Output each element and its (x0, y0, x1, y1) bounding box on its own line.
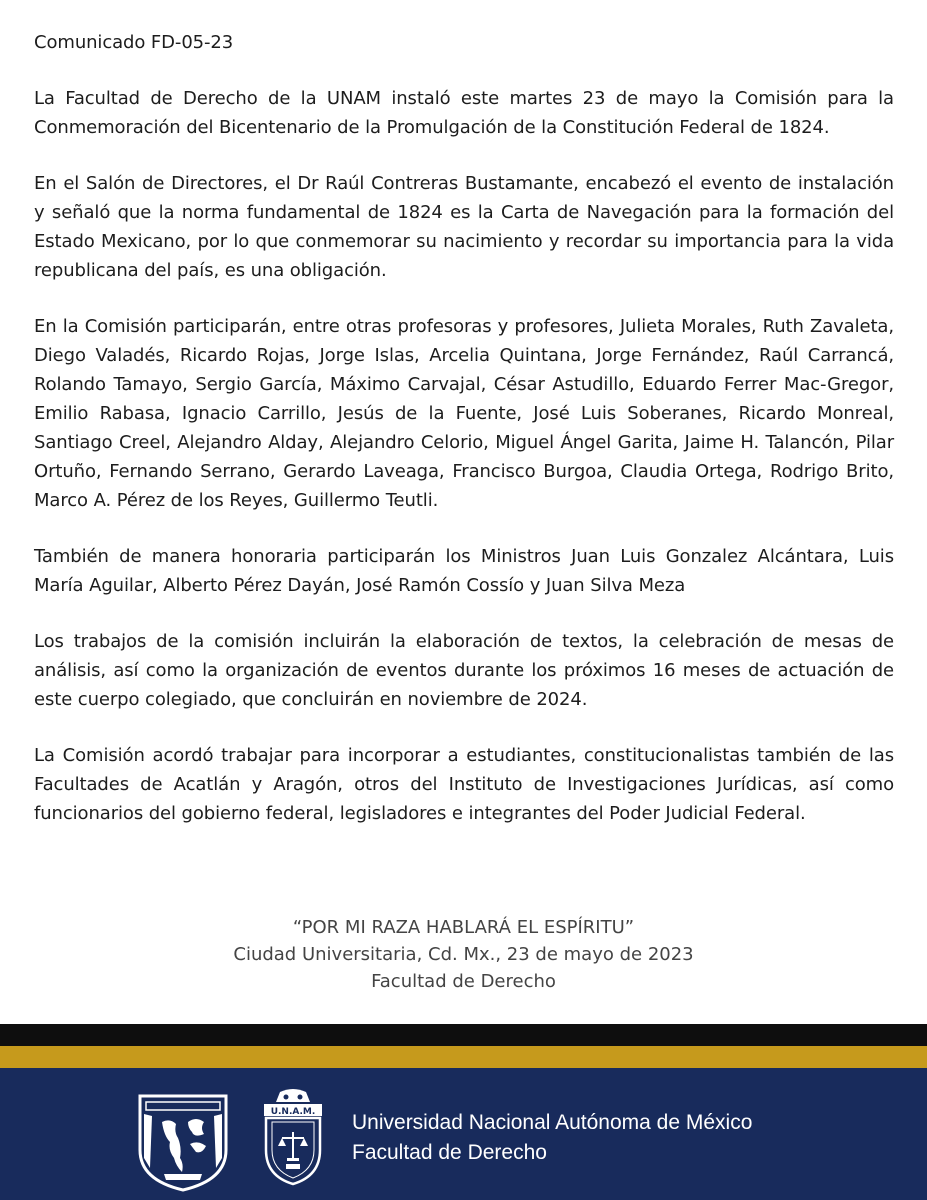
facultad-derecho-crest-logo (258, 1088, 328, 1188)
gold-stripe (0, 1046, 927, 1068)
paragraph-3: En la Comisión participarán, entre otras profesoras y profesores, Julieta Morales, Ruth Zavaleta, Diego Valadés, Ricardo Rojas, Jorge Islas, Arcelia Quintana, Jorge Fernández, Raúl Carrancá, Rolando Tamayo, Sergio García, Máximo Carvajal, César Astudillo, Eduardo Ferrer Mac-Gregor, Emilio Rabasa, Ignacio Carrillo, Jesús de la Fuente, José Luis Soberanes, Ricardo Monreal, Santiago Creel, Alejandro Alday, Alejandro Celorio, Miguel Ángel Garita, Jaime H. Talancón, Pilar Ortuño, Fernando Serrano, Gerardo Laveaga, Francisco Burgoa, Claudia Ortega, Rodrigo Brito, Marco A. Pérez de los Reyes, Guillermo Teutli. (34, 316, 894, 511)
communique-body (34, 28, 894, 855)
paragraph-1: La Facultad de Derecho de la UNAM instaló este martes 23 de mayo la Comisión para la Conmemoración del Bicentenario de la Promulgación de la Constitución Federal de 1824. (34, 88, 894, 138)
black-stripe (0, 1024, 927, 1046)
crest-unam-text: U.N.A.M. (270, 1107, 316, 1117)
signature: Facultad de Derecho (371, 971, 556, 992)
closing-block (0, 914, 927, 995)
footer-university: Universidad Nacional Autónoma de México (352, 1111, 753, 1134)
paragraph-2: En el Salón de Directores, el Dr Raúl Contreras Bustamante, encabezó el evento de instalación y señaló que la norma fundamental de 1824 es la Carta de Navegación para la formación del Estado Mexicano, por lo que conmemorar su nacimiento y recordar su importancia para la vida republicana del país, es una obligación. (34, 173, 894, 281)
paragraph-6: La Comisión acordó trabajar para incorporar a estudiantes, constitucionalistas también de las Facultades de Acatlán y Aragón, otros del Instituto de Investigaciones Jurídicas, así como funcionarios del gobierno federal, legisladores e integrantes del Poder Judicial Federal. (34, 745, 894, 824)
footer-banner (0, 1068, 927, 1200)
motto: “POR MI RAZA HABLARÁ EL ESPÍRITU” (292, 917, 635, 938)
footer-faculty: Facultad de Derecho (352, 1141, 547, 1164)
communique-reference: Comunicado FD-05-23 (34, 32, 234, 53)
place-date: Ciudad Universitaria, Cd. Mx., 23 de mayo de 2023 (233, 944, 694, 965)
unam-shield-logo (130, 1088, 236, 1194)
footer-institution-name (352, 1108, 752, 1168)
paragraph-5: Los trabajos de la comisión incluirán la elaboración de textos, la celebración de mesas de análisis, así como la organización de eventos durante los próximos 16 meses de actuación de este cuerpo colegiado, que concluirán en noviembre de 2024. (34, 631, 894, 710)
paragraph-4: También de manera honoraria participarán los Ministros Juan Luis Gonzalez Alcántara, Luis María Aguilar, Alberto Pérez Dayán, José Ramón Cossío y Juan Silva Meza (34, 546, 894, 596)
